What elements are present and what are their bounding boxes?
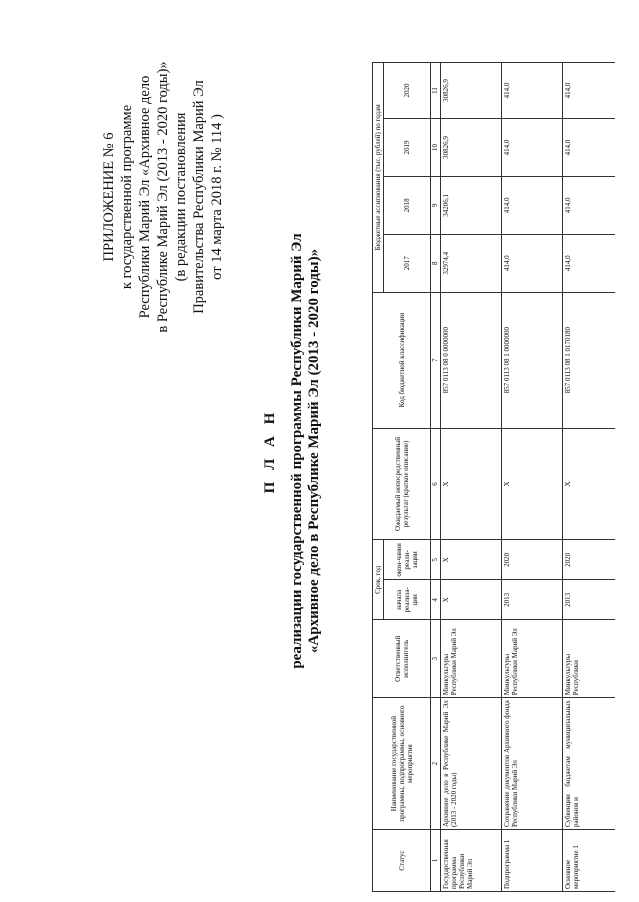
table-row	[502, 63, 563, 892]
cell-executor: Минкультуры Республики	[563, 620, 616, 698]
column-number: 9	[431, 176, 441, 234]
cell-value: 30826,9	[441, 118, 502, 176]
cell-code: 857 0113 08 0 0000000	[441, 292, 502, 428]
header-term-start: начала реализа-ции	[384, 580, 431, 620]
column-number: 3	[431, 620, 441, 698]
plan-table	[372, 62, 615, 892]
appendix-line: ПРИЛОЖЕНИЕ № 6	[101, 132, 117, 262]
cell-executor: Минкультуры Республики Марий Эл	[441, 620, 502, 698]
cell-status: Государственная программа Республики Марий Эл	[441, 830, 502, 892]
table-row	[563, 63, 616, 892]
cell-value: 414,0	[563, 176, 616, 234]
plan-title	[262, 0, 323, 902]
cell-value: 30826,9	[441, 63, 502, 119]
column-number: 5	[431, 540, 441, 580]
column-number: 8	[431, 234, 441, 292]
cell-end: X	[441, 540, 502, 580]
column-number: 6	[431, 428, 441, 540]
header-status: Статус	[373, 830, 431, 892]
appendix-line: от 14 марта 2018 г. № 114 )	[209, 114, 225, 280]
column-number: 2	[431, 698, 441, 830]
cell-result: X	[502, 428, 563, 540]
appendix-line: к государственной программе	[119, 104, 135, 290]
cell-code: 857 0113 08 1 0170180	[563, 292, 616, 428]
cell-start: 2013	[563, 580, 616, 620]
column-number: 4	[431, 580, 441, 620]
header-result: Ожидаемый непосредственный результат (краткое описание)	[373, 428, 431, 540]
column-number: 1	[431, 830, 441, 892]
cell-result: X	[563, 428, 616, 540]
cell-value: 414,0	[563, 118, 616, 176]
header-year: 2019	[384, 118, 431, 176]
cell-value: 414,0	[502, 176, 563, 234]
cell-value: 414,0	[502, 63, 563, 119]
cell-value: 34206,1	[441, 176, 502, 234]
appendix-line: (в редакции постановления	[173, 112, 189, 282]
header-term-end: окон-чания реали-зации	[384, 540, 431, 580]
plan-title-line1: реализации государственной программы Республики Марий Эл	[289, 233, 305, 669]
header-executor: Ответственный исполнитель	[373, 620, 431, 698]
appendix-line: Правительства Республики Марий Эл	[191, 80, 207, 314]
table-row	[441, 63, 502, 892]
cell-value: 414,0	[502, 234, 563, 292]
cell-value: 32974,4	[441, 234, 502, 292]
header-budget: Бюджетные ассигнования (тыс. рублей) по годам	[373, 63, 384, 293]
cell-value: 414,0	[502, 118, 563, 176]
cell-status: Подпрограмма 1	[502, 830, 563, 892]
column-number: 10	[431, 118, 441, 176]
header-name: Наименование государственной программы, подпрограммы, основного мероприятия	[373, 698, 431, 830]
cell-code: 857 0113 08 1 0000000	[502, 292, 563, 428]
cell-name: Субвенции бюджетам муниципальных районов и	[563, 698, 616, 830]
cell-start: X	[441, 580, 502, 620]
cell-value: 414,0	[563, 63, 616, 119]
cell-name: Сохранение документов Архивного фонда Республики Марий Эл	[502, 698, 563, 830]
cell-start: 2013	[502, 580, 563, 620]
appendix-line: в Республике Марий Эл (2013 - 2020 годы)»	[155, 61, 171, 333]
header-year: 2017	[384, 234, 431, 292]
header-year: 2018	[384, 176, 431, 234]
cell-end: 2020	[563, 540, 616, 580]
cell-value: 414,0	[563, 234, 616, 292]
header-year: 2020	[384, 63, 431, 119]
appendix-block	[100, 32, 226, 362]
cell-result: X	[441, 428, 502, 540]
header-term: Срок, год	[373, 540, 384, 620]
header-code: Код бюджетной классификации	[373, 292, 431, 428]
cell-name: Архивное дело в Республике Марий Эл (2013 - 2020 годы)	[441, 698, 502, 830]
cell-status: Основное мероприятие 1	[563, 830, 616, 892]
appendix-line: Республики Марий Эл «Архивное дело	[137, 75, 153, 319]
column-number: 11	[431, 63, 441, 119]
column-number: 7	[431, 292, 441, 428]
plan-heading: П Л А Н	[262, 408, 278, 494]
cell-executor: Минкультуры Республики Марий Эл	[502, 620, 563, 698]
plan-title-line2: «Архивное дело в Республике Марий Эл (2013 - 2020 годы)»	[306, 248, 322, 654]
cell-end: 2020	[502, 540, 563, 580]
